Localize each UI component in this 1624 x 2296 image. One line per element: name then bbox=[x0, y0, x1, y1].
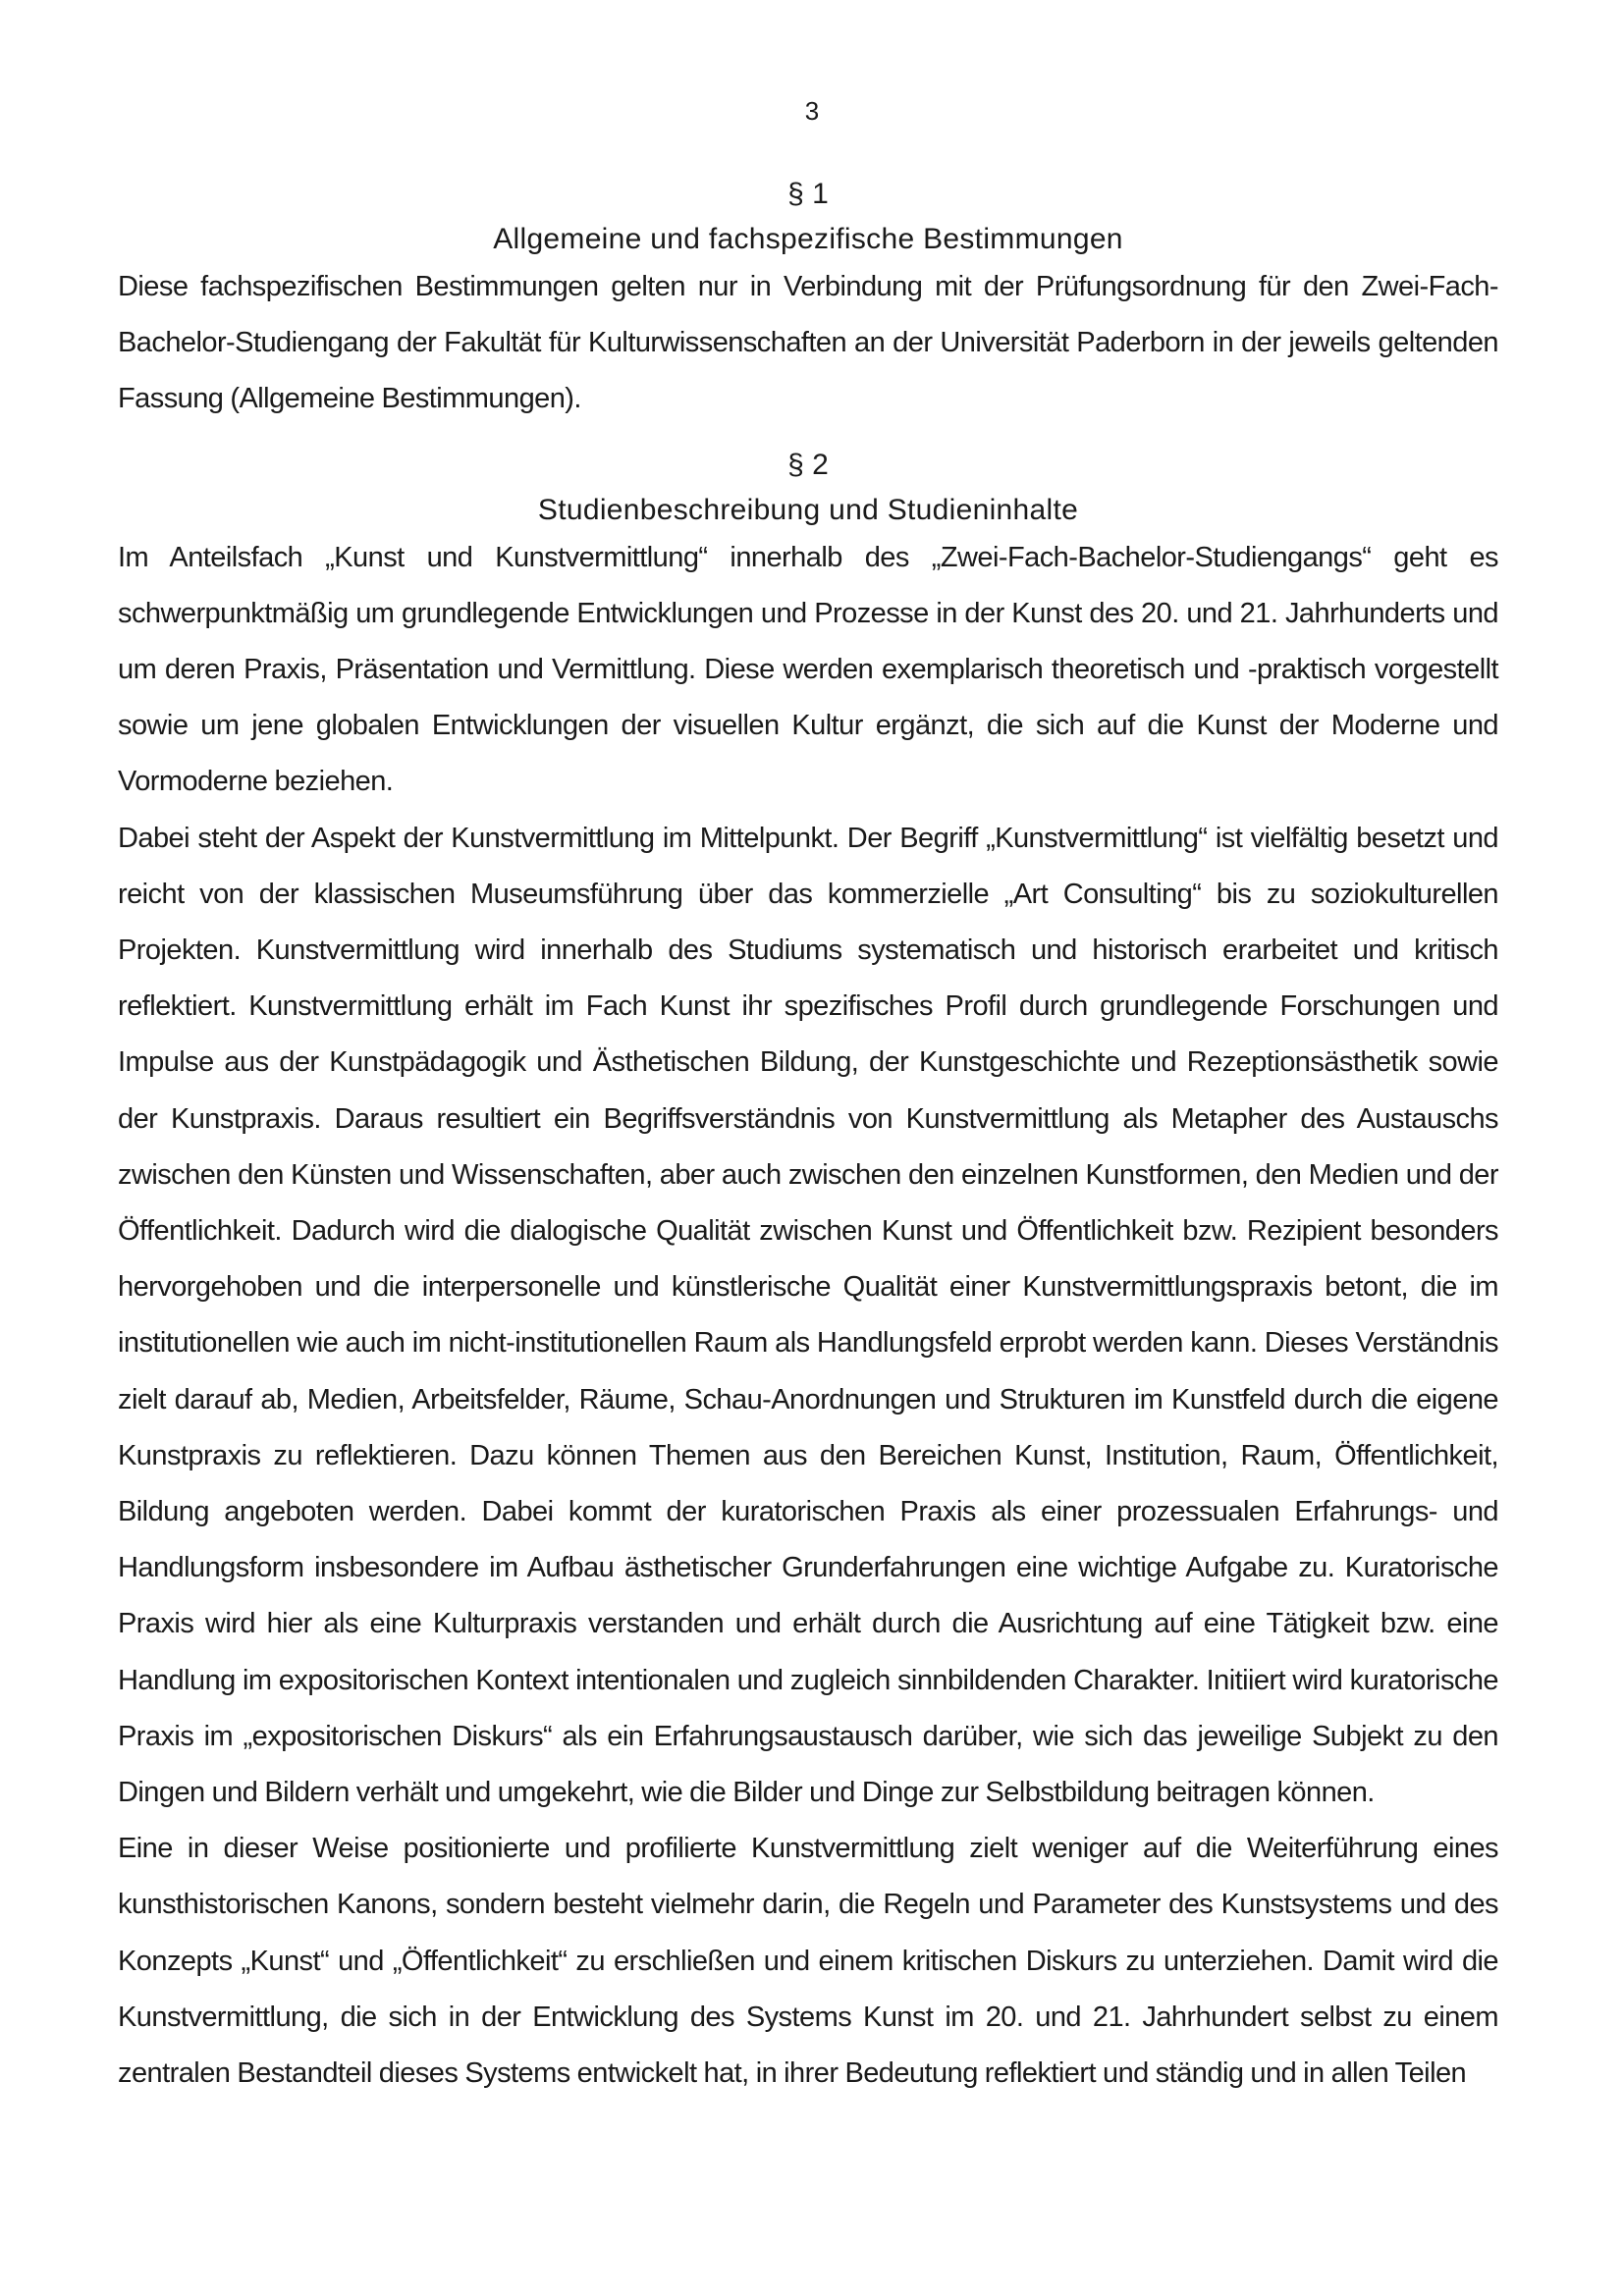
section-heading: Allgemeine und fachspezifische Bestimmungen bbox=[493, 223, 1123, 255]
section-sign: § 1 bbox=[787, 178, 829, 210]
paragraph: Dabei steht der Aspekt der Kunstvermittlung im Mittelpunkt. Der Begriff „Kunstvermittlung“ ist vielfältig besetzt und reicht von der klassischen Museumsführung über das kommerzielle „Art Consulting“ bis zu soziokulturellen Projekten. Kunstvermittlung wird innerhalb des Studiums systematisch und historisch erarbeitet und kritisch reflektiert. Kunstvermittlung erhält im Fach Kunst ihr spezifisches Profil durch grundlegende Forschungen und Impulse aus der Kunstpädagogik und Ästhetischen Bildung, der Kunstgeschichte und Rezeptionsästhetik sowie der Kunstpraxis. Daraus resultiert ein Begriffsverständnis von Kunstvermittlung als Metapher des Austauschs zwischen den Künsten und Wissenschaften, aber auch zwischen den einzelnen Kunstformen, den Medien und der Öffentlichkeit. Dadurch wird die dialogische Qualität zwischen Kunst und Öffentlichkeit bzw. Rezipient besonders hervorgehoben und die interpersonelle und künstlerische Qualität einer Kunstvermittlungspraxis betont, die im institutionellen wie auch im nicht-institutionellen Raum als Handlungsfeld erprobt werden kann. Dieses Verständnis zielt darauf ab, Medien, Arbeitsfelder, Räume, Schau-Anordnungen und Strukturen im Kunstfeld durch die eigene Kunstpraxis zu reflektieren. Dazu können Themen aus den Bereichen Kunst, Institution, Raum, Öffentlichkeit, Bildung angeboten werden. Dabei kommt der kuratorischen Praxis als einer prozessualen Erfahrungs- und Handlungsform insbesondere im Aufbau ästhetischer Grunderfahrungen eine wichtige Aufgabe zu. Kuratorische Praxis wird hier als eine Kulturpraxis verstanden und erhält durch die Ausrichtung auf eine Tätigkeit bzw. eine Handlung im expositorischen Kontext intentionalen und zugleich sinnbildenden Charakter. Initiiert wird kuratorische Praxis im „expositorischen Diskurs“ als ein Erfahrungsaustausch darüber, wie sich das jeweilige Subjekt zu den Dingen und Bildern verhält und umgekehrt, wie die Bilder und Dinge zur Selbstbildung beitragen können. bbox=[118, 822, 1498, 1809]
section-2 bbox=[118, 446, 1498, 2103]
section-sign: § 2 bbox=[787, 448, 829, 481]
paragraph: Diese fachspezifischen Bestimmungen gelten nur in Verbindung mit der Prüfungsordnung für den Zwei-Fach-Bachelor-Studiengang der Fakultät für Kulturwissenschaften an der Universität Paderborn in der jeweils geltenden Fassung (Allgemeine Bestimmungen). bbox=[118, 271, 1498, 415]
section-1 bbox=[118, 175, 1498, 428]
section-heading: Studienbeschreibung und Studieninhalte bbox=[537, 493, 1079, 526]
paragraph: Eine in dieser Weise positionierte und profilierte Kunstvermittlung zielt weniger auf die Weiterführung eines kunsthistorischen Kanons, sondern besteht vielmehr darin, die Regeln und Parameter des Kunstsystems und des Konzepts „Kunst“ und „Öffentlichkeit“ zu erschließen und einem kritischen Diskurs zu unterziehen. Damit wird die Kunstvermittlung, die sich in der Entwicklung des Systems Kunst im 20. und 21. Jahrhundert selbst zu einem zentralen Bestandteil dieses Systems entwickelt hat, in ihrer Bedeutung reflektiert und ständig und in allen Teilen bbox=[118, 1833, 1498, 2090]
document-body bbox=[118, 175, 1498, 2102]
page-number: 3 bbox=[804, 96, 820, 126]
paragraph: Im Anteilsfach „Kunst und Kunstvermittlung“ innerhalb des „Zwei-Fach-Bachelor-Studiengangs“ geht es schwerpunktmäßig um grundlegende Entwicklungen und Prozesse in der Kunst des 20. und 21. Jahrhunderts und um deren Praxis, Präsentation und Vermittlung. Diese werden exemplarisch theoretisch und -praktisch vorgestellt sowie um jene globalen Entwicklungen der visuellen Kultur ergänzt, die sich auf die Kunst der Moderne und Vormoderne beziehen. bbox=[118, 541, 1498, 798]
